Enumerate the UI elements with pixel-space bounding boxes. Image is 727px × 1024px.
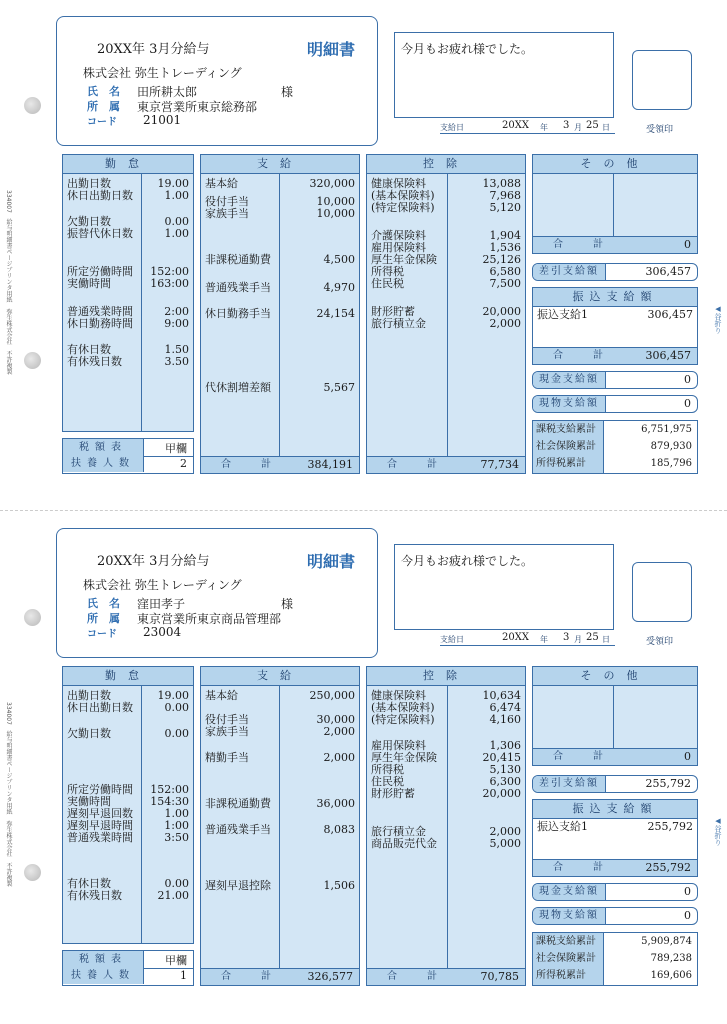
stamp-label: 受領印 bbox=[646, 637, 674, 647]
deductions-total-label: 合計 bbox=[387, 459, 467, 470]
attendance-item-value: 3:50 bbox=[164, 831, 189, 844]
attendance-item-value: 152:00 bbox=[150, 265, 189, 278]
deductions-item-label: (基本保険料) bbox=[371, 189, 435, 202]
inkind-pay-value: 0 bbox=[684, 909, 691, 922]
payments-item-label: 精勤手当 bbox=[205, 751, 249, 764]
payday-day: 25 bbox=[586, 632, 599, 643]
payments-item-label: 家族手当 bbox=[205, 725, 249, 738]
cash-pay-box bbox=[532, 371, 698, 389]
deductions-item-label: 健康保険料 bbox=[371, 177, 426, 190]
form-side-text: 334007 給与明細書ページプリンタ用紙 弥生株式会社 不許複製 bbox=[5, 190, 12, 375]
cumulative-item-value: 6,751,975 bbox=[641, 424, 692, 435]
dependents-label: 扶養人数 bbox=[63, 968, 144, 984]
attendance-item-label: 振替代休日数 bbox=[67, 227, 133, 240]
cumulative-panel bbox=[532, 932, 698, 986]
message-box bbox=[394, 544, 614, 630]
attendance-header: 勤怠 bbox=[63, 667, 193, 686]
other-total-label: 合計 bbox=[553, 751, 633, 762]
deductions-item-value: 5,120 bbox=[489, 201, 521, 214]
dept-label: 所 属 bbox=[87, 612, 120, 625]
row-divider bbox=[143, 968, 193, 969]
payments-item-value: 2,000 bbox=[323, 725, 355, 738]
other-total-value: 0 bbox=[684, 750, 691, 763]
deductions-item-label: 所得税 bbox=[371, 763, 404, 776]
payments-row bbox=[205, 689, 355, 702]
payday-underline bbox=[440, 645, 615, 646]
employee-code: 21001 bbox=[143, 113, 182, 127]
attendance-item-value: 3.50 bbox=[164, 355, 189, 368]
cumulative-item-label: 課税支給累計 bbox=[536, 936, 596, 947]
dept-label: 所 属 bbox=[87, 100, 120, 113]
inkind-pay-box bbox=[532, 395, 698, 413]
deductions-item-label: 所得税 bbox=[371, 265, 404, 278]
message-text: 今月もお疲れ様でした。 bbox=[401, 42, 534, 56]
employee-dept: 東京営業所東京商品管理部 bbox=[137, 612, 282, 626]
cash-pay-label: 現金支給額 bbox=[533, 372, 606, 388]
payments-item-value: 2,000 bbox=[323, 751, 355, 764]
deductions-item-label: 財形貯蓄 bbox=[371, 787, 415, 800]
attendance-row bbox=[67, 317, 189, 330]
deductions-row bbox=[371, 713, 521, 726]
attendance-item-label: 休日出勤日数 bbox=[67, 189, 133, 202]
net-pay-label: 差引支給額 bbox=[533, 776, 606, 792]
binder-hole bbox=[24, 352, 41, 369]
cumulative-item-label: 所得税累計 bbox=[536, 458, 586, 469]
payday-underline bbox=[440, 133, 615, 134]
payments-item-value: 5,567 bbox=[323, 381, 355, 394]
deductions-row bbox=[371, 317, 521, 330]
deductions-item-value: 10,634 bbox=[482, 689, 521, 702]
attendance-item-label: 実働時間 bbox=[67, 277, 111, 290]
tax-table-value: 甲欄 bbox=[165, 442, 187, 455]
tax-table-label: 税額表 bbox=[63, 951, 144, 969]
deductions-item-value: 6,580 bbox=[489, 265, 521, 278]
deductions-item-value: 20,000 bbox=[482, 305, 521, 318]
header-box bbox=[56, 528, 378, 658]
payments-item-value: 8,083 bbox=[323, 823, 355, 836]
cut-line bbox=[0, 510, 727, 511]
attendance-item-value: 1.50 bbox=[164, 343, 189, 356]
deductions-item-value: 20,000 bbox=[482, 787, 521, 800]
other-total-row bbox=[533, 236, 697, 253]
attendance-item-label: 普通残業時間 bbox=[67, 305, 133, 318]
payments-item-value: 320,000 bbox=[309, 177, 355, 190]
attendance-item-value: 0.00 bbox=[164, 877, 189, 890]
attendance-item-label: 有休残日数 bbox=[67, 889, 122, 902]
inkind-pay-label: 現物支給額 bbox=[533, 396, 606, 412]
deductions-item-label: 商品販売代金 bbox=[371, 837, 437, 850]
attendance-item-value: 9:00 bbox=[164, 317, 189, 330]
payments-row bbox=[205, 381, 355, 394]
tax-table-value: 甲欄 bbox=[165, 954, 187, 967]
payments-item-value: 1,506 bbox=[323, 879, 355, 892]
payments-item-value: 10,000 bbox=[316, 207, 355, 220]
attendance-row bbox=[67, 889, 189, 902]
attendance-item-label: 出勤日数 bbox=[67, 177, 111, 190]
payday-month: 3 bbox=[563, 120, 570, 131]
cash-pay-label: 現金支給額 bbox=[533, 884, 606, 900]
attendance-row bbox=[67, 831, 189, 844]
other-total-row bbox=[533, 748, 697, 765]
transfer-header: 振込支給額 bbox=[533, 800, 697, 819]
attendance-item-label: 有休日数 bbox=[67, 877, 111, 890]
deductions-row bbox=[371, 201, 521, 214]
fold-mark: ◀谷折り bbox=[714, 817, 722, 846]
other-header: その他 bbox=[533, 667, 697, 686]
tax-info-panel bbox=[62, 438, 194, 474]
deductions-header: 控除 bbox=[367, 155, 525, 174]
other-total-label: 合計 bbox=[553, 239, 633, 250]
payments-item-label: 家族手当 bbox=[205, 207, 249, 220]
inkind-pay-label: 現物支給額 bbox=[533, 908, 606, 924]
deductions-item-value: 5,000 bbox=[489, 837, 521, 850]
attendance-item-label: 実働時間 bbox=[67, 795, 111, 808]
payday-year: 20XX bbox=[502, 632, 529, 643]
honorific: 様 bbox=[281, 85, 294, 99]
pay-period: 20XX年 3月分給与 bbox=[97, 42, 210, 57]
transfer-item-label: 振込支給1 bbox=[537, 820, 588, 833]
payments-row bbox=[205, 725, 355, 738]
deductions-item-label: 旅行積立金 bbox=[371, 825, 426, 838]
payments-row bbox=[205, 177, 355, 190]
cumulative-item-label: 社会保険累計 bbox=[536, 953, 596, 964]
attendance-row bbox=[67, 727, 189, 740]
transfer-total-label: 合計 bbox=[553, 862, 633, 873]
deductions-item-label: (特定保険料) bbox=[371, 713, 435, 726]
other-panel bbox=[532, 666, 698, 766]
transfer-header: 振込支給額 bbox=[533, 288, 697, 307]
other-panel bbox=[532, 154, 698, 254]
attendance-panel bbox=[62, 154, 194, 432]
payments-row bbox=[205, 797, 355, 810]
payments-total-row bbox=[201, 968, 359, 985]
payments-item-label: 役付手当 bbox=[205, 195, 249, 208]
stamp-box bbox=[632, 562, 692, 622]
attendance-item-value: 1:00 bbox=[164, 819, 189, 832]
cumulative-row bbox=[536, 457, 692, 470]
payments-total-value: 326,577 bbox=[307, 970, 353, 983]
deductions-item-label: 介護保険料 bbox=[371, 229, 426, 242]
deductions-row bbox=[371, 837, 521, 850]
cumulative-item-value: 169,606 bbox=[650, 970, 692, 981]
payments-total-label: 合計 bbox=[221, 971, 301, 982]
attendance-item-value: 154:30 bbox=[150, 795, 189, 808]
deductions-item-value: 6,300 bbox=[489, 775, 521, 788]
payday-day-unit: 日 bbox=[602, 635, 610, 644]
transfer-panel bbox=[532, 287, 698, 365]
payments-header: 支給 bbox=[201, 667, 359, 686]
cumulative-row bbox=[536, 952, 692, 965]
attendance-item-label: 出勤日数 bbox=[67, 689, 111, 702]
deductions-item-value: 7,968 bbox=[489, 189, 521, 202]
cumulative-item-value: 185,796 bbox=[650, 458, 692, 469]
attendance-row bbox=[67, 701, 189, 714]
name-label: 氏 名 bbox=[87, 597, 120, 610]
transfer-item-value: 306,457 bbox=[647, 308, 693, 321]
company-name: 株式会社 弥生トレーディング bbox=[83, 66, 242, 80]
cash-pay-value: 0 bbox=[684, 885, 691, 898]
code-label: コード bbox=[87, 117, 117, 128]
attendance-row bbox=[67, 227, 189, 240]
payday-day: 25 bbox=[586, 120, 599, 131]
other-header: その他 bbox=[533, 155, 697, 174]
pay-period: 20XX年 3月分給与 bbox=[97, 554, 210, 569]
payments-item-label: 遅刻早退控除 bbox=[205, 879, 271, 892]
transfer-item-value: 255,792 bbox=[647, 820, 693, 833]
column-divider bbox=[613, 685, 614, 749]
message-text: 今月もお疲れ様でした。 bbox=[401, 554, 534, 568]
deductions-item-label: 住民税 bbox=[371, 277, 404, 290]
payments-panel bbox=[200, 154, 360, 474]
payments-header: 支給 bbox=[201, 155, 359, 174]
deductions-item-label: 雇用保険料 bbox=[371, 241, 426, 254]
net-pay-box bbox=[532, 263, 698, 281]
cumulative-row bbox=[536, 423, 692, 436]
payments-row bbox=[205, 207, 355, 220]
deductions-total-value: 77,734 bbox=[480, 458, 519, 471]
payday-year: 20XX bbox=[502, 120, 529, 131]
cash-pay-value: 0 bbox=[684, 373, 691, 386]
payday-month: 3 bbox=[563, 632, 570, 643]
column-divider bbox=[141, 173, 142, 431]
cumulative-item-label: 課税支給累計 bbox=[536, 424, 596, 435]
cumulative-item-label: 所得税累計 bbox=[536, 970, 586, 981]
payments-panel bbox=[200, 666, 360, 986]
dependents-value: 1 bbox=[180, 969, 187, 982]
attendance-item-value: 1.00 bbox=[164, 227, 189, 240]
transfer-item-label: 振込支給1 bbox=[537, 308, 588, 321]
deductions-item-value: 7,500 bbox=[489, 277, 521, 290]
payments-item-label: 非課税通勤費 bbox=[205, 797, 271, 810]
attendance-item-value: 152:00 bbox=[150, 783, 189, 796]
attendance-item-label: 遅刻早退時間 bbox=[67, 819, 133, 832]
attendance-item-value: 0.00 bbox=[164, 701, 189, 714]
document-title: 明細書 bbox=[307, 40, 356, 59]
cumulative-item-label: 社会保険累計 bbox=[536, 441, 596, 452]
payday-year-unit: 年 bbox=[540, 635, 548, 644]
form-side-text: 334007 給与明細書ページプリンタ用紙 弥生株式会社 不許複製 bbox=[5, 702, 12, 887]
deductions-item-label: 旅行積立金 bbox=[371, 317, 426, 330]
deductions-item-value: 4,160 bbox=[489, 713, 521, 726]
attendance-header: 勤怠 bbox=[63, 155, 193, 174]
payday-month-unit: 月 bbox=[574, 635, 582, 644]
deductions-item-value: 20,415 bbox=[482, 751, 521, 764]
net-pay-label: 差引支給額 bbox=[533, 264, 606, 280]
company-name: 株式会社 弥生トレーディング bbox=[83, 578, 242, 592]
payments-item-label: 非課税通勤費 bbox=[205, 253, 271, 266]
net-pay-value: 306,457 bbox=[645, 265, 691, 278]
attendance-item-value: 21.00 bbox=[157, 889, 189, 902]
net-pay-box bbox=[532, 775, 698, 793]
deductions-item-label: 厚生年金保険 bbox=[371, 253, 437, 266]
attendance-item-label: 休日勤務時間 bbox=[67, 317, 133, 330]
payments-row bbox=[205, 823, 355, 836]
dependents-value: 2 bbox=[180, 457, 187, 470]
cumulative-row bbox=[536, 935, 692, 948]
tax-table-label: 税額表 bbox=[63, 439, 144, 457]
cash-pay-box bbox=[532, 883, 698, 901]
payments-item-value: 36,000 bbox=[316, 797, 355, 810]
transfer-total-row bbox=[533, 347, 697, 364]
attendance-item-value: 1.00 bbox=[164, 807, 189, 820]
deductions-item-label: 健康保険料 bbox=[371, 689, 426, 702]
cumulative-row bbox=[536, 969, 692, 982]
attendance-item-value: 19.00 bbox=[157, 689, 189, 702]
deductions-row bbox=[371, 787, 521, 800]
attendance-item-value: 0.00 bbox=[164, 727, 189, 740]
payments-item-value: 30,000 bbox=[316, 713, 355, 726]
employee-code: 23004 bbox=[143, 625, 182, 639]
dependents-label: 扶養人数 bbox=[63, 456, 144, 472]
attendance-item-label: 有休残日数 bbox=[67, 355, 122, 368]
payments-item-value: 10,000 bbox=[316, 195, 355, 208]
deductions-item-label: 厚生年金保険 bbox=[371, 751, 437, 764]
payments-row bbox=[205, 879, 355, 892]
attendance-row bbox=[67, 277, 189, 290]
deductions-item-value: 1,536 bbox=[489, 241, 521, 254]
payments-item-label: 休日勤務手当 bbox=[205, 307, 271, 320]
attendance-panel bbox=[62, 666, 194, 944]
payments-item-label: 普通残業手当 bbox=[205, 281, 271, 294]
binder-hole bbox=[24, 864, 41, 881]
cumulative-panel bbox=[532, 420, 698, 474]
attendance-item-label: 欠勤日数 bbox=[67, 727, 111, 740]
cumulative-item-value: 789,238 bbox=[650, 953, 692, 964]
stamp-box bbox=[632, 50, 692, 110]
payday-month-unit: 月 bbox=[574, 123, 582, 132]
deductions-panel bbox=[366, 666, 526, 986]
attendance-item-value: 1.00 bbox=[164, 189, 189, 202]
payday-year-unit: 年 bbox=[540, 123, 548, 132]
deductions-header: 控除 bbox=[367, 667, 525, 686]
net-pay-value: 255,792 bbox=[645, 777, 691, 790]
payday-day-unit: 日 bbox=[602, 123, 610, 132]
deductions-item-label: (基本保険料) bbox=[371, 701, 435, 714]
deductions-item-label: 財形貯蓄 bbox=[371, 305, 415, 318]
employee-dept: 東京営業所東京総務部 bbox=[137, 100, 258, 114]
deductions-item-value: 5,130 bbox=[489, 763, 521, 776]
payslip bbox=[0, 512, 727, 1024]
attendance-item-label: 所定労働時間 bbox=[67, 265, 133, 278]
attendance-item-label: 有休日数 bbox=[67, 343, 111, 356]
transfer-total-value: 306,457 bbox=[645, 349, 691, 362]
deductions-item-value: 2,000 bbox=[489, 825, 521, 838]
attendance-item-label: 普通残業時間 bbox=[67, 831, 133, 844]
payments-row bbox=[205, 751, 355, 764]
attendance-item-value: 0.00 bbox=[164, 215, 189, 228]
tax-info-panel bbox=[62, 950, 194, 986]
deductions-total-label: 合計 bbox=[387, 971, 467, 982]
attendance-item-value: 19.00 bbox=[157, 177, 189, 190]
deductions-item-value: 1,904 bbox=[489, 229, 521, 242]
payments-item-label: 基本給 bbox=[205, 689, 238, 702]
payments-item-value: 4,500 bbox=[323, 253, 355, 266]
transfer-total-label: 合計 bbox=[553, 350, 633, 361]
attendance-item-label: 遅刻早退回数 bbox=[67, 807, 133, 820]
deductions-row bbox=[371, 277, 521, 290]
transfer-row bbox=[537, 308, 693, 321]
deductions-total-row bbox=[367, 968, 525, 985]
deductions-item-value: 13,088 bbox=[482, 177, 521, 190]
deductions-panel bbox=[366, 154, 526, 474]
transfer-total-row bbox=[533, 859, 697, 876]
message-box bbox=[394, 32, 614, 118]
attendance-item-value: 2:00 bbox=[164, 305, 189, 318]
deductions-total-row bbox=[367, 456, 525, 473]
inkind-pay-value: 0 bbox=[684, 397, 691, 410]
deductions-item-value: 6,474 bbox=[489, 701, 521, 714]
attendance-item-label: 所定労働時間 bbox=[67, 783, 133, 796]
attendance-row bbox=[67, 189, 189, 202]
deductions-item-label: 住民税 bbox=[371, 775, 404, 788]
payments-row bbox=[205, 253, 355, 266]
transfer-panel bbox=[532, 799, 698, 877]
inkind-pay-box bbox=[532, 907, 698, 925]
payments-row bbox=[205, 281, 355, 294]
deductions-item-label: (特定保険料) bbox=[371, 201, 435, 214]
attendance-item-label: 欠勤日数 bbox=[67, 215, 111, 228]
deductions-item-value: 2,000 bbox=[489, 317, 521, 330]
payments-item-label: 代休割増差額 bbox=[205, 381, 271, 394]
document-title: 明細書 bbox=[307, 552, 356, 571]
header-box bbox=[56, 16, 378, 146]
other-total-value: 0 bbox=[684, 238, 691, 251]
employee-name: 田所耕太郎 bbox=[137, 85, 198, 99]
code-label: コード bbox=[87, 629, 117, 640]
payments-row bbox=[205, 307, 355, 320]
payments-item-label: 基本給 bbox=[205, 177, 238, 190]
attendance-row bbox=[67, 355, 189, 368]
payments-total-label: 合計 bbox=[221, 459, 301, 470]
transfer-row bbox=[537, 820, 693, 833]
cumulative-item-value: 5,909,874 bbox=[641, 936, 692, 947]
stamp-label: 受領印 bbox=[646, 125, 674, 135]
employee-name: 窪田孝子 bbox=[137, 597, 186, 611]
payments-item-value: 24,154 bbox=[316, 307, 355, 320]
deductions-item-value: 1,306 bbox=[489, 739, 521, 752]
payments-item-label: 役付手当 bbox=[205, 713, 249, 726]
payments-item-label: 普通残業手当 bbox=[205, 823, 271, 836]
attendance-item-value: 163:00 bbox=[150, 277, 189, 290]
cumulative-item-value: 879,930 bbox=[650, 441, 692, 452]
binder-hole bbox=[24, 609, 41, 626]
attendance-item-label: 休日出勤日数 bbox=[67, 701, 133, 714]
deductions-total-value: 70,785 bbox=[480, 970, 519, 983]
payday-label: 支給日 bbox=[440, 635, 464, 644]
honorific: 様 bbox=[281, 597, 294, 611]
payments-total-value: 384,191 bbox=[307, 458, 353, 471]
cumulative-row bbox=[536, 440, 692, 453]
fold-mark: ◀谷折り bbox=[714, 305, 722, 334]
binder-hole bbox=[24, 97, 41, 114]
payments-item-value: 250,000 bbox=[309, 689, 355, 702]
column-divider bbox=[613, 173, 614, 237]
payments-total-row bbox=[201, 456, 359, 473]
deductions-item-value: 25,126 bbox=[482, 253, 521, 266]
row-divider bbox=[143, 456, 193, 457]
deductions-item-label: 雇用保険料 bbox=[371, 739, 426, 752]
payments-item-value: 4,970 bbox=[323, 281, 355, 294]
payday-label: 支給日 bbox=[440, 123, 464, 132]
transfer-total-value: 255,792 bbox=[645, 861, 691, 874]
name-label: 氏 名 bbox=[87, 85, 120, 98]
